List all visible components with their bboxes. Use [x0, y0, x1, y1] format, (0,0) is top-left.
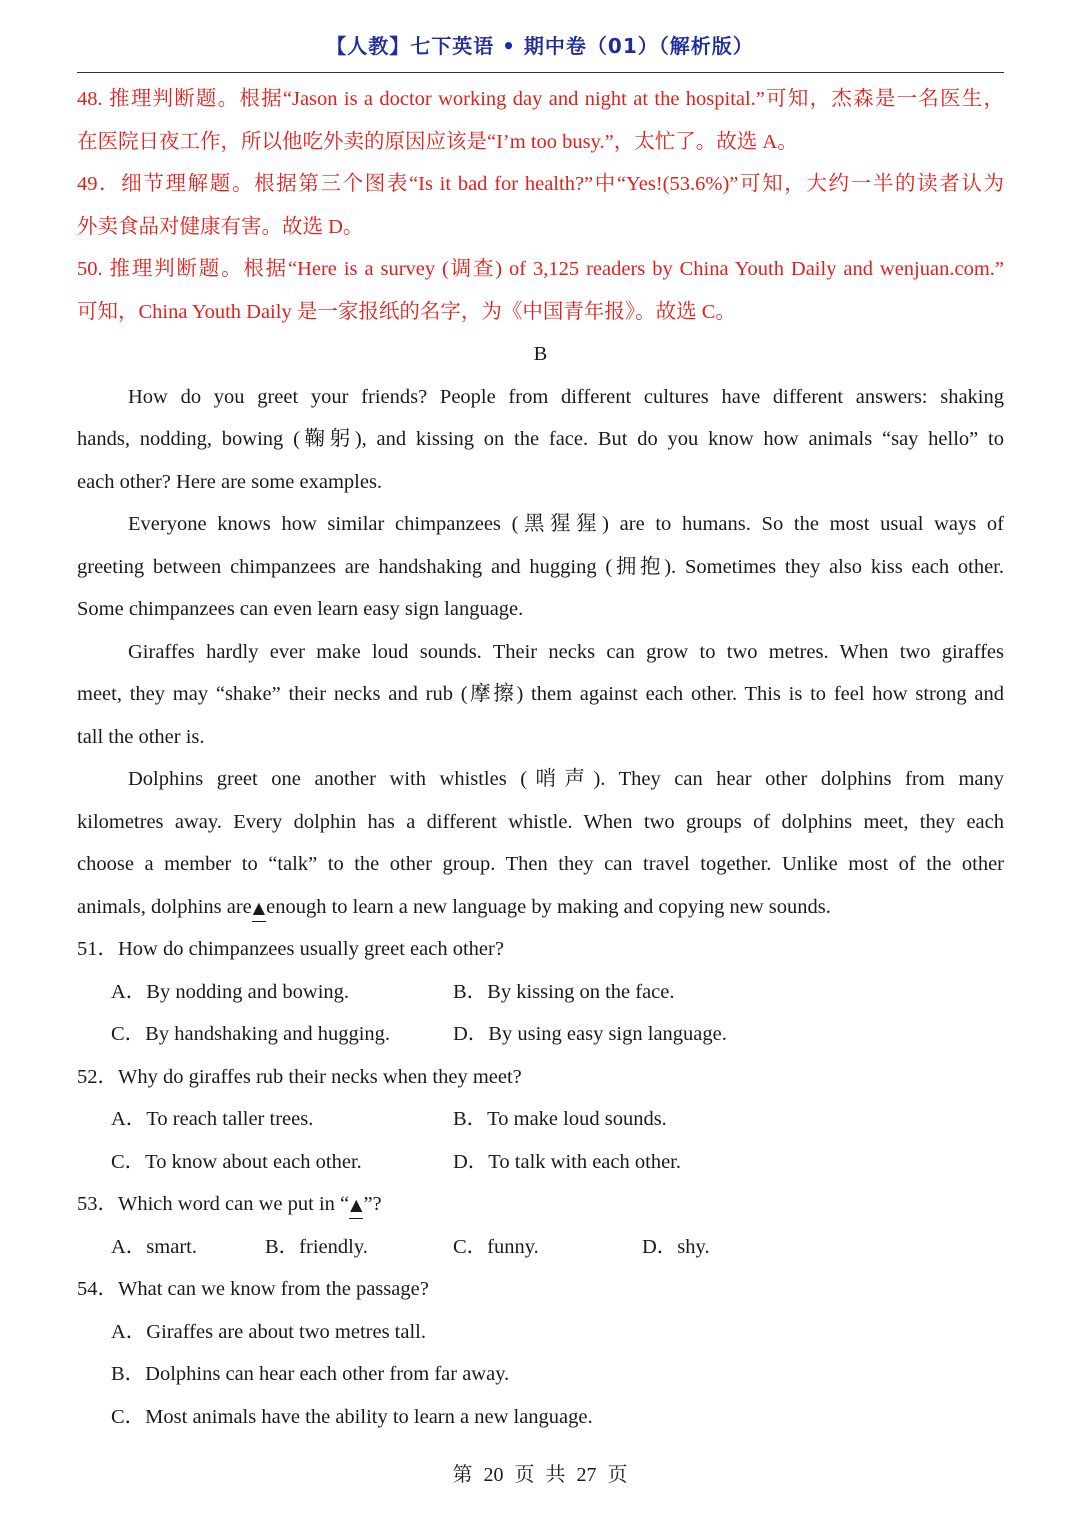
question-53 [77, 1183, 1004, 1268]
option-b[interactable]: B．Dolphins can hear each other from far away. [111, 1363, 510, 1385]
analysis-48 [77, 78, 1004, 163]
paragraph-line: choose a member to “talk” to the other group. Then they can travel together. Unlike most of the other [77, 853, 1004, 875]
paragraph-line: Everyone knows how similar chimpanzees (黑猩猩) are to humans. So the most usual ways of [128, 513, 1004, 535]
analysis-line: 在医院日夜工作，所以他吃外卖的原因应该是“I’m too busy.”，太忙了。故选 A。 [77, 130, 798, 153]
passage-paragraph [77, 376, 1004, 504]
triangle-icon: ▲ [252, 897, 266, 917]
page-content [77, 78, 1004, 1438]
option-c[interactable]: C．funny. [453, 1235, 539, 1258]
passage-paragraph [77, 631, 1004, 759]
analysis-49 [77, 163, 1004, 248]
option-b[interactable]: B．friendly. [265, 1235, 368, 1258]
analysis-line: 外卖食品对健康有害。故选 D。 [77, 215, 364, 238]
answer-blank [349, 1191, 363, 1219]
page-header-title: 【人教】七下英语 • 期中卷（01）（解析版） [326, 34, 754, 58]
question-stem: 51．How do chimpanzees usually greet each other? [77, 938, 504, 960]
analysis-line: 50. 推理判断题。根据“Here is a survey (调查) of 3,125 readers by China Youth Daily and wenjuan.com.” [77, 258, 1004, 280]
stem-after: ”? [363, 1193, 382, 1215]
blank-before-text: animals, dolphins are [77, 895, 252, 918]
question-54 [77, 1268, 1004, 1438]
option-b[interactable]: B．By kissing on the face. [453, 980, 675, 1003]
paragraph-line: How do you greet your friends? People from different cultures have different answers: shaking [128, 385, 1004, 408]
analysis-50 [77, 248, 1004, 333]
paragraph-line: kilometres away. Every dolphin has a different whistle. When two groups of dolphins meet, they each [77, 810, 1004, 833]
question-stem [77, 1183, 1004, 1226]
option-a[interactable]: A．smart. [111, 1235, 197, 1258]
option-row [77, 1013, 1004, 1056]
analysis-line: 48. 推理判断题。根据“Jason is a doctor working day and night at the hospital.”可知，杰森是一名医生， [77, 88, 1004, 110]
blank-after-text: enough to learn a new language by making and copying new sounds. [266, 895, 831, 918]
paragraph-line: meet, they may “shake” their necks and rub (摩擦) them against each other. This is to feel how strong and [77, 683, 1004, 705]
paragraph-line: tall the other is. [77, 725, 205, 748]
option-row [77, 971, 1004, 1014]
paragraph-line: greeting between chimpanzees are handshaking and hugging (拥抱). Sometimes they also kiss each other. [77, 555, 1004, 578]
triangle-icon: ▲ [350, 1195, 363, 1214]
option-c[interactable]: C．To know about each other. [111, 1150, 362, 1173]
option-c[interactable]: C．By handshaking and hugging. [111, 1023, 391, 1045]
paragraph-line: Dolphins greet one another with whistles (哨声). They can hear other dolphins from many [128, 768, 1004, 790]
option-a[interactable]: A．By nodding and bowing. [111, 980, 350, 1003]
passage-paragraph [77, 758, 1004, 928]
paragraph-line: hands, nodding, bowing (鞠躬), and kissing on the face. But do you know how animals “say hello” to [77, 428, 1004, 450]
section-heading: B [533, 343, 548, 365]
option-row [77, 1396, 1004, 1439]
option-d[interactable]: D．By using easy sign language. [453, 1023, 727, 1045]
question-stem: 52．Why do giraffes rub their necks when they meet? [77, 1065, 522, 1088]
option-b[interactable]: B．To make loud sounds. [453, 1108, 667, 1130]
option-c[interactable]: C．Most animals have the ability to learn a new language. [111, 1405, 593, 1428]
analysis-line: 可知，China Youth Daily 是一家报纸的名字，为《中国青年报》。故选 C。 [77, 300, 736, 323]
option-a[interactable]: A．To reach taller trees. [111, 1108, 314, 1130]
question-51 [77, 928, 1004, 1056]
paragraph-line: Giraffes hardly ever make loud sounds. Their necks can grow to two metres. When two giraffes [128, 640, 1004, 663]
option-row [77, 1226, 1004, 1269]
option-row [77, 1098, 1004, 1141]
paragraph-line: each other? Here are some examples. [77, 470, 383, 493]
stem-before: 53．Which word can we put in “ [77, 1193, 350, 1215]
option-d[interactable]: D．shy. [642, 1235, 710, 1258]
passage-paragraph [77, 503, 1004, 631]
analysis-line: 49．细节理解题。根据第三个图表“Is it bad for health?”中“Yes!(53.6%)”可知，大约一半的读者认为 [77, 173, 1004, 195]
header-divider [77, 72, 1004, 73]
page-number: 第 20 页 共 27 页 [452, 1464, 628, 1486]
question-stem: 54．What can we know from the passage? [77, 1278, 429, 1300]
option-row [77, 1141, 1004, 1184]
paragraph-line-with-blank [77, 886, 1004, 929]
question-52 [77, 1056, 1004, 1184]
option-row [77, 1353, 1004, 1396]
paragraph-line: Some chimpanzees can even learn easy sign language. [77, 598, 524, 620]
answer-blank [252, 894, 266, 922]
option-a[interactable]: A．Giraffes are about two metres tall. [111, 1320, 426, 1343]
option-d[interactable]: D．To talk with each other. [453, 1150, 681, 1173]
option-row [77, 1311, 1004, 1354]
